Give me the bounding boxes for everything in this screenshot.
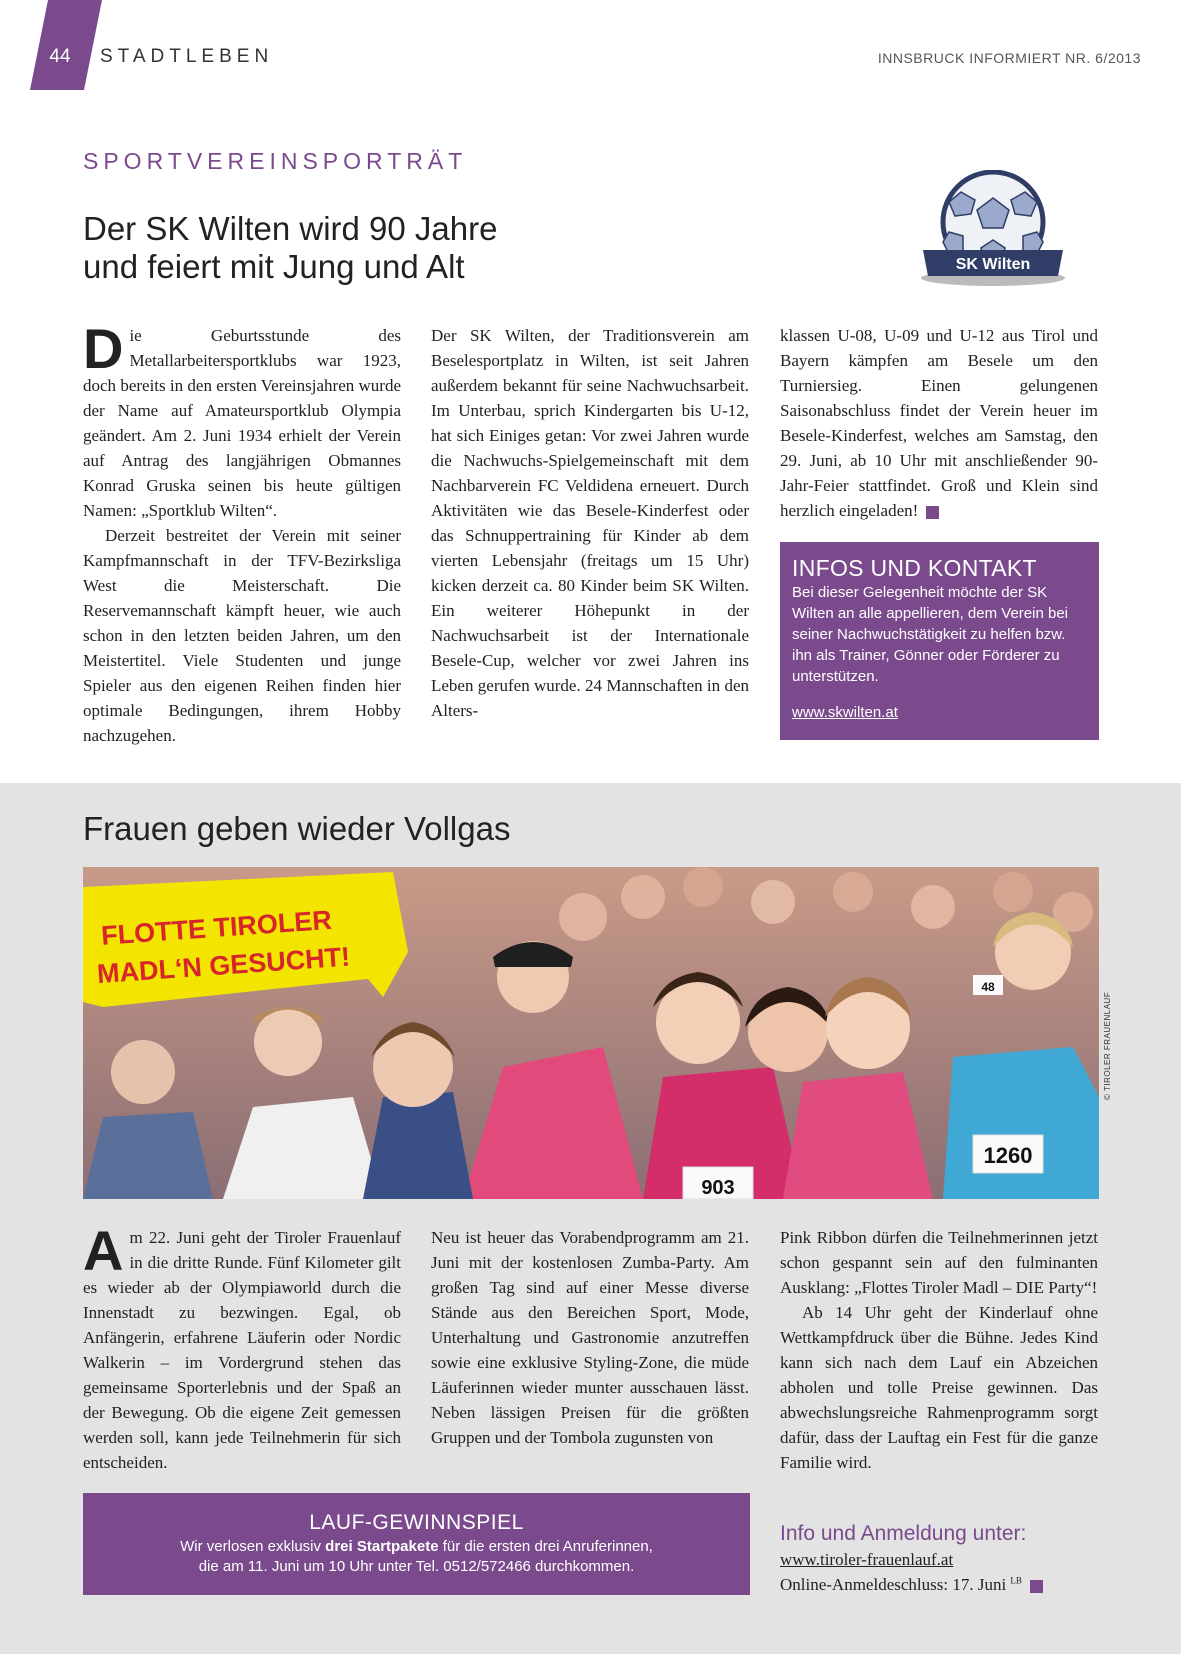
article-headline: Frauen geben wieder Vollgas xyxy=(83,810,511,847)
paragraph: Derzeit bestreitet der Verein mit seiner Kampfmannschaft in der TFV-Bezirksliga West die Meisterschaft. Die Reservemannschaft kämpft heuer, wie auch schon in den letzten beiden Jahren, um den Meistertitel. Viele Studenten und junge Spieler aus den eigenen Reihen finden hier optimale Bedingungen, ihrem Hobby nachzugehen. xyxy=(83,526,401,745)
contest-title: LAUF-GEWINNSPIEL xyxy=(309,1511,524,1534)
dropcap: A xyxy=(83,1219,124,1282)
contest-text-part: für die ersten drei Anruferinnen, xyxy=(438,1538,653,1555)
article2-column-1 xyxy=(83,1219,401,1475)
contest-box xyxy=(83,1493,750,1595)
photo-banner-line-1: FLOTTE TIROLER xyxy=(100,904,333,951)
contest-text-line-2: die am 11. Juni um 10 Uhr unter Tel. 0512/572466 durchkommen. xyxy=(198,1558,635,1575)
bib-number: 48 xyxy=(981,980,995,994)
paragraph: m 22. Juni geht der Tiroler Frauenlauf in die dritte Runde. Fünf Kilometer gilt es wieder ab der Olympiaworld durch die Innenstadt zu bezwingen. Egal, ob Anfängerin, erfahrene Läuferin oder Nordic Walkerin – im Vordergrund stehen das gemeinsame Sporterlebnis und der Spaß an der Bewegung. Ob die eigene Zeit gemessen werden soll, kann jede Teilnehmerin für sich entscheiden. xyxy=(83,1228,401,1472)
registration-deadline xyxy=(780,1575,1043,1595)
deadline-text: Online-Anmeldeschluss: 17. Juni xyxy=(780,1575,1007,1594)
paragraph: Der SK Wilten, der Traditionsverein am Beselesportplatz in Wilten, ist seit Jahren außerdem bekannt für seine Nachwuchsarbeit. Im Unterbau, sprich Kindergarten bis U-12, hat sich Einiges getan: Vor zwei Jahren wurde die Nachwuchs-Spielgemeinschaft mit dem Nachbarverein FC Veldidena erneuert. Durch Aktivitäten wie das Besele-Kinderfest oder das Schnuppertraining für Kinder ab dem vierten Lebensjahr (freitags um 15 Uhr) kicken derzeit ca. 80 Kinder beim SK Wilten. Ein weiterer Höhepunkt in der Nachwuchsarbeit ist der Internationale Besele-Cup, welcher vor zwei Jahren ins Leben gerufen wurde. 24 Mannschaften in den Alters- xyxy=(431,326,749,720)
article1-column-1 xyxy=(83,317,401,748)
registration-title: Info und Anmeldung unter: xyxy=(780,1522,1027,1545)
paragraph: ie Geburtsstunde des Metallarbeitersportklubs war 1923, doch bereits in den ersten Vereinsjahren wurde der Name auf Amateursportklub Olympia geändert. Am 2. Juni 1934 erhielt der Verein auf Antrag des langjährigen Obmannes Konrad Gruska seinen bis heute gültigen Namen: „Sportklub Wilten“. xyxy=(83,326,401,520)
article1-column-3 xyxy=(780,323,1098,523)
logo-text: SK Wilten xyxy=(955,256,1031,273)
article1-column-2 xyxy=(431,323,749,723)
section-title: STADTLEBEN xyxy=(100,46,274,67)
bib-number: 1260 xyxy=(983,1143,1033,1168)
bib-number: 903 xyxy=(701,1177,735,1199)
contest-text xyxy=(83,1537,750,1577)
paragraph: Ab 14 Uhr geht der Kinderlauf ohne Wettkampfdruck über die Bühne. Jedes Kind kann sich nach dem Lauf ein Abzeichen abholen und tolle Preise gewinnen. Das abwechslungsreiche Rahmenprogramm sorgt dafür, dass der Lauftag ein Fest für die ganze Familie wird. xyxy=(780,1303,1098,1472)
runners-photo xyxy=(83,867,1099,1199)
paragraph: Pink Ribbon dürfen die Teilnehmerinnen jetzt schon gespannt sein auf den fulminanten Ausklang: „Flottes Tiroler Madl – DIE Party“! xyxy=(780,1228,1098,1297)
headline-line-2: und feiert mit Jung und Alt xyxy=(83,248,465,285)
page-number: 44 xyxy=(49,46,71,67)
photo-credit: © TIROLER FRAUENLAUF xyxy=(1103,991,1112,1100)
page-number-tab xyxy=(30,0,102,90)
end-mark-icon xyxy=(1030,1580,1043,1593)
headline-line-1: Der SK Wilten wird 90 Jahre xyxy=(83,210,498,247)
paragraph: klassen U-08, U-09 und U-12 aus Tirol und Bayern kämpfen am Besele um den Turniersieg. Einen gelungenen Saisonabschluss findet der Verein heuer im Besele-Kinderfest, welches am Samstag, den 29. Juni, ab 10 Uhr mit anschließender 90-Jahr-Feier stattfindet. Groß und Klein sind herzlich eingeladen! xyxy=(780,326,1098,520)
contest-text-bold: drei Startpakete xyxy=(325,1538,439,1555)
author-initials: LB xyxy=(1010,1575,1022,1586)
contest-text-part: Wir verlosen exklusiv xyxy=(180,1538,326,1555)
info-box xyxy=(780,542,1099,740)
info-box-text: Bei dieser Gelegenheit möchte der SK Wilten an alle appellieren, dem Verein bei seiner Nachwuchstätigkeit zu helfen bzw. ihn als Trainer, Gönner oder Förderer zu unterstützen. xyxy=(792,584,1068,685)
end-mark-icon xyxy=(926,506,939,519)
dropcap: D xyxy=(83,317,124,380)
article2-column-3 xyxy=(780,1225,1098,1475)
paragraph: Neu ist heuer das Vorabendprogramm am 21. Juni mit der kostenlosen Zumba-Party. Am großen Tag sind auf einer Messe diverse Stände aus den Bereichen Sport, Mode, Unterhaltung und Gastronomie anzutreffen sowie eine exklusive Styling-Zone, die müde Läuferinnen wieder munter ausschauen lässt. Neben lässigen Preisen für die größten Gruppen und der Tombola zugunsten von xyxy=(431,1228,749,1447)
photo-banner-line-2: MADL‘N GESUCHT! xyxy=(96,941,352,990)
article-headline xyxy=(83,210,643,286)
article-kicker: SPORTVEREINSPORTRÄT xyxy=(83,148,468,174)
registration-link[interactable]: www.tiroler-frauenlauf.at xyxy=(780,1550,954,1569)
info-box-title: INFOS UND KONTAKT xyxy=(792,555,1037,581)
issue-label: INNSBRUCK INFORMIERT NR. 6/2013 xyxy=(877,50,1141,66)
website-link[interactable]: www.skwilten.at xyxy=(792,704,898,721)
article2-column-2 xyxy=(431,1225,749,1450)
sk-wilten-logo xyxy=(913,170,1073,290)
